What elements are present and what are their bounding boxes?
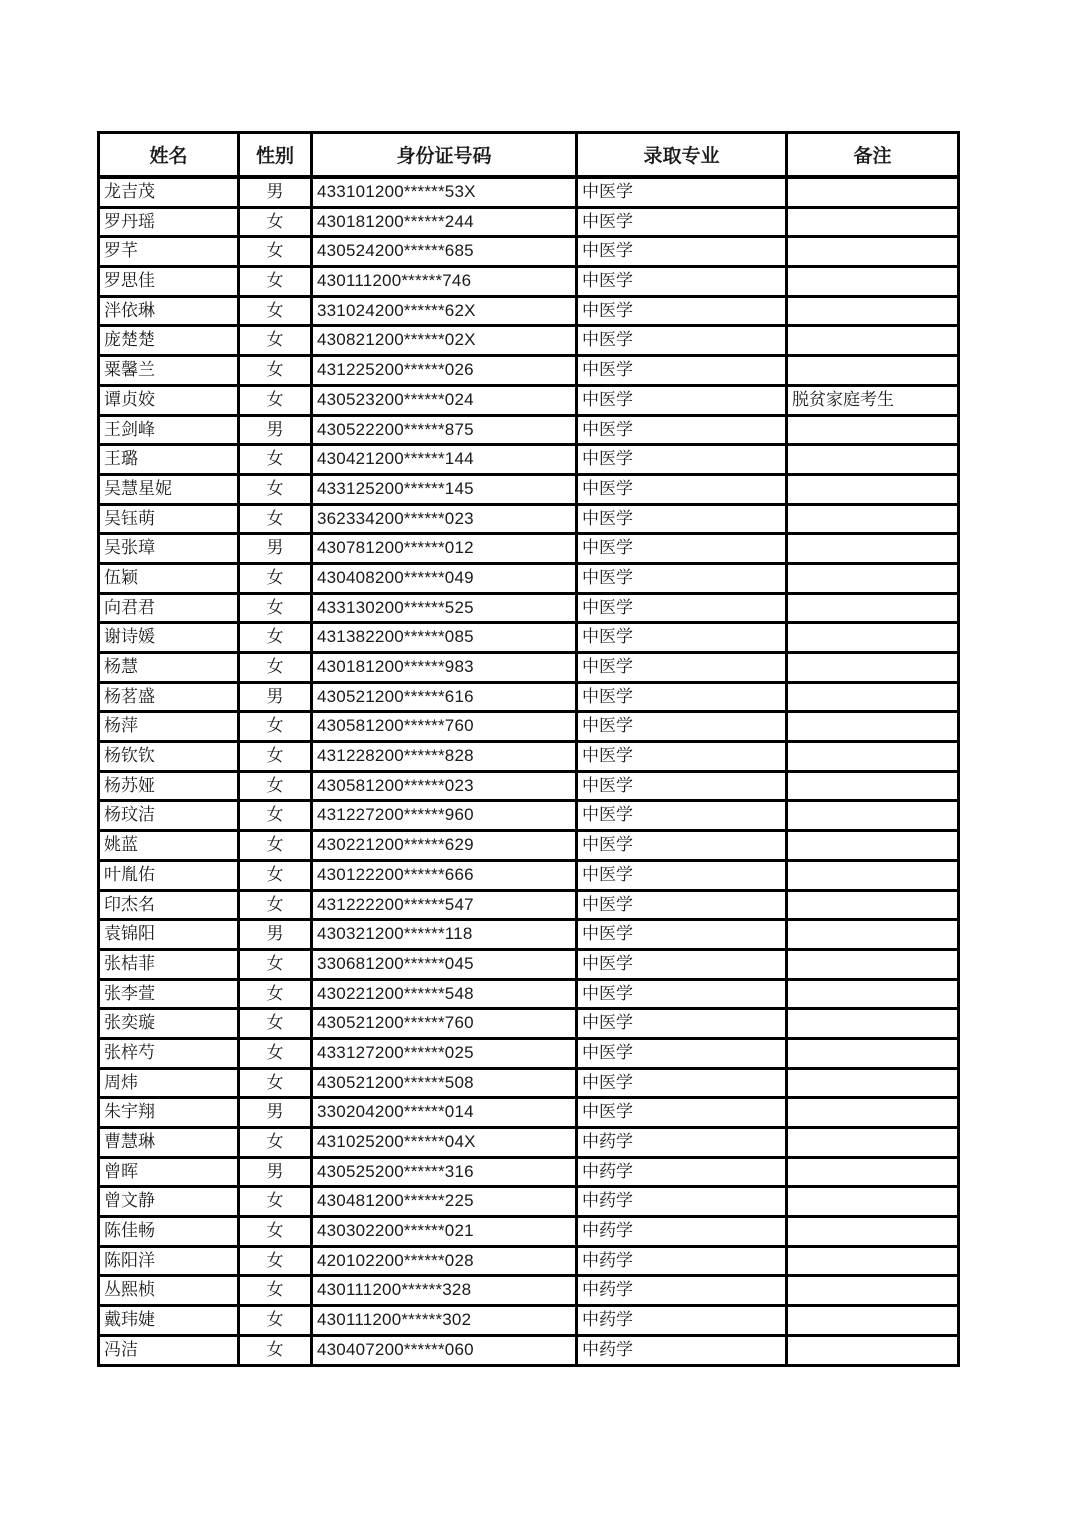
table-row	[99, 385, 959, 415]
gender-cell: 女	[239, 326, 312, 356]
id-cell: 430408200******049	[312, 563, 577, 593]
major-cell: 中医学	[577, 474, 787, 504]
table-row	[99, 1217, 959, 1247]
table-row	[99, 296, 959, 326]
major-cell: 中药学	[577, 1217, 787, 1247]
remark-cell: 脱贫家庭考生	[787, 385, 959, 415]
table-row	[99, 1098, 959, 1128]
major-cell: 中医学	[577, 801, 787, 831]
header-remark: 备注	[787, 133, 959, 178]
major-cell: 中医学	[577, 593, 787, 623]
name-cell: 张李萱	[99, 979, 239, 1009]
major-cell: 中医学	[577, 504, 787, 534]
table-row	[99, 356, 959, 386]
id-cell: 430122200******666	[312, 860, 577, 890]
major-cell: 中医学	[577, 653, 787, 683]
name-cell: 丛熙桢	[99, 1276, 239, 1306]
remark-cell	[787, 1246, 959, 1276]
table-row	[99, 801, 959, 831]
table-row	[99, 474, 959, 504]
name-cell: 王璐	[99, 445, 239, 475]
remark-cell	[787, 949, 959, 979]
major-cell: 中医学	[577, 1009, 787, 1039]
table-row	[99, 1276, 959, 1306]
major-cell: 中药学	[577, 1187, 787, 1217]
remark-cell	[787, 326, 959, 356]
name-cell: 周炜	[99, 1068, 239, 1098]
id-cell: 430221200******629	[312, 831, 577, 861]
major-cell: 中医学	[577, 207, 787, 237]
id-cell: 431382200******085	[312, 623, 577, 653]
name-cell: 曾晖	[99, 1157, 239, 1187]
id-cell: 430181200******983	[312, 653, 577, 683]
id-cell: 430523200******024	[312, 385, 577, 415]
major-cell: 中医学	[577, 415, 787, 445]
major-cell: 中医学	[577, 1068, 787, 1098]
table-row	[99, 1128, 959, 1158]
remark-cell	[787, 1276, 959, 1306]
gender-cell: 女	[239, 1187, 312, 1217]
remark-cell	[787, 1217, 959, 1247]
header-row	[99, 133, 959, 178]
table-row	[99, 237, 959, 267]
table-row	[99, 979, 959, 1009]
major-cell: 中药学	[577, 1128, 787, 1158]
id-cell: 330204200******014	[312, 1098, 577, 1128]
major-cell: 中药学	[577, 1276, 787, 1306]
major-cell: 中医学	[577, 1098, 787, 1128]
id-cell: 430111200******328	[312, 1276, 577, 1306]
remark-cell	[787, 920, 959, 950]
major-cell: 中医学	[577, 445, 787, 475]
remark-cell	[787, 356, 959, 386]
id-cell: 430821200******02X	[312, 326, 577, 356]
major-cell: 中药学	[577, 1335, 787, 1365]
gender-cell: 女	[239, 623, 312, 653]
id-cell: 362334200******023	[312, 504, 577, 534]
major-cell: 中医学	[577, 979, 787, 1009]
gender-cell: 男	[239, 920, 312, 950]
remark-cell	[787, 1187, 959, 1217]
remark-cell	[787, 831, 959, 861]
header-gender: 性别	[239, 133, 312, 178]
gender-cell: 女	[239, 593, 312, 623]
major-cell: 中医学	[577, 890, 787, 920]
id-cell: 431228200******828	[312, 742, 577, 772]
gender-cell: 女	[239, 356, 312, 386]
gender-cell: 男	[239, 1098, 312, 1128]
remark-cell	[787, 1009, 959, 1039]
major-cell: 中医学	[577, 771, 787, 801]
gender-cell: 女	[239, 563, 312, 593]
remark-cell	[787, 474, 959, 504]
header-name: 姓名	[99, 133, 239, 178]
table-row	[99, 949, 959, 979]
name-cell: 泮依琳	[99, 296, 239, 326]
gender-cell: 女	[239, 712, 312, 742]
remark-cell	[787, 682, 959, 712]
gender-cell: 男	[239, 1157, 312, 1187]
gender-cell: 女	[239, 445, 312, 475]
remark-cell	[787, 890, 959, 920]
major-cell: 中医学	[577, 237, 787, 267]
id-cell: 430521200******508	[312, 1068, 577, 1098]
id-cell: 420102200******028	[312, 1246, 577, 1276]
remark-cell	[787, 207, 959, 237]
gender-cell: 男	[239, 177, 312, 207]
id-cell: 430221200******548	[312, 979, 577, 1009]
id-cell: 430522200******875	[312, 415, 577, 445]
name-cell: 叶胤佑	[99, 860, 239, 890]
table-row	[99, 623, 959, 653]
major-cell: 中医学	[577, 682, 787, 712]
gender-cell: 女	[239, 385, 312, 415]
remark-cell	[787, 563, 959, 593]
table-row	[99, 415, 959, 445]
name-cell: 曾文静	[99, 1187, 239, 1217]
major-cell: 中医学	[577, 385, 787, 415]
remark-cell	[787, 623, 959, 653]
table-row	[99, 1157, 959, 1187]
name-cell: 谭贞姣	[99, 385, 239, 415]
gender-cell: 男	[239, 534, 312, 564]
gender-cell: 女	[239, 949, 312, 979]
name-cell: 向君君	[99, 593, 239, 623]
name-cell: 谢诗媛	[99, 623, 239, 653]
name-cell: 戴玮婕	[99, 1306, 239, 1336]
major-cell: 中医学	[577, 563, 787, 593]
remark-cell	[787, 860, 959, 890]
table-row	[99, 920, 959, 950]
table-row	[99, 207, 959, 237]
gender-cell: 女	[239, 1038, 312, 1068]
id-cell: 430111200******746	[312, 267, 577, 297]
gender-cell: 女	[239, 831, 312, 861]
remark-cell	[787, 237, 959, 267]
name-cell: 吴慧星妮	[99, 474, 239, 504]
table-row	[99, 1306, 959, 1336]
name-cell: 姚蓝	[99, 831, 239, 861]
major-cell: 中医学	[577, 177, 787, 207]
name-cell: 印杰名	[99, 890, 239, 920]
id-cell: 331024200******62X	[312, 296, 577, 326]
remark-cell	[787, 771, 959, 801]
id-cell: 433101200******53X	[312, 177, 577, 207]
id-cell: 430521200******760	[312, 1009, 577, 1039]
id-cell: 430321200******118	[312, 920, 577, 950]
id-cell: 430481200******225	[312, 1187, 577, 1217]
table-row	[99, 267, 959, 297]
id-cell: 430781200******012	[312, 534, 577, 564]
id-cell: 433130200******525	[312, 593, 577, 623]
gender-cell: 女	[239, 653, 312, 683]
remark-cell	[787, 801, 959, 831]
gender-cell: 女	[239, 207, 312, 237]
remark-cell	[787, 296, 959, 326]
remark-cell	[787, 1128, 959, 1158]
id-cell: 431025200******04X	[312, 1128, 577, 1158]
name-cell: 吴张璋	[99, 534, 239, 564]
remark-cell	[787, 445, 959, 475]
name-cell: 杨钦钦	[99, 742, 239, 772]
major-cell: 中医学	[577, 742, 787, 772]
id-cell: 430521200******616	[312, 682, 577, 712]
major-cell: 中医学	[577, 267, 787, 297]
name-cell: 罗丹瑶	[99, 207, 239, 237]
remark-cell	[787, 742, 959, 772]
table-row	[99, 831, 959, 861]
gender-cell: 女	[239, 1246, 312, 1276]
table-row	[99, 742, 959, 772]
gender-cell: 女	[239, 1306, 312, 1336]
gender-cell: 女	[239, 1276, 312, 1306]
major-cell: 中药学	[577, 1246, 787, 1276]
name-cell: 粟馨兰	[99, 356, 239, 386]
gender-cell: 男	[239, 415, 312, 445]
name-cell: 陈佳畅	[99, 1217, 239, 1247]
table-row	[99, 1187, 959, 1217]
name-cell: 张桔菲	[99, 949, 239, 979]
table-row	[99, 771, 959, 801]
gender-cell: 女	[239, 296, 312, 326]
major-cell: 中医学	[577, 326, 787, 356]
gender-cell: 男	[239, 682, 312, 712]
name-cell: 龙吉茂	[99, 177, 239, 207]
id-cell: 433125200******145	[312, 474, 577, 504]
id-cell: 430181200******244	[312, 207, 577, 237]
gender-cell: 女	[239, 267, 312, 297]
remark-cell	[787, 979, 959, 1009]
table-row	[99, 326, 959, 356]
id-cell: 430302200******021	[312, 1217, 577, 1247]
table-header	[99, 133, 959, 178]
gender-cell: 女	[239, 474, 312, 504]
id-cell: 430525200******316	[312, 1157, 577, 1187]
id-cell: 431227200******960	[312, 801, 577, 831]
name-cell: 罗芊	[99, 237, 239, 267]
gender-cell: 女	[239, 801, 312, 831]
gender-cell: 女	[239, 1335, 312, 1365]
remark-cell	[787, 1038, 959, 1068]
gender-cell: 女	[239, 1068, 312, 1098]
major-cell: 中医学	[577, 712, 787, 742]
id-cell: 430581200******023	[312, 771, 577, 801]
id-cell: 430524200******685	[312, 237, 577, 267]
major-cell: 中药学	[577, 1157, 787, 1187]
id-cell: 431225200******026	[312, 356, 577, 386]
remark-cell	[787, 1157, 959, 1187]
gender-cell: 女	[239, 1128, 312, 1158]
table-row	[99, 1068, 959, 1098]
name-cell: 杨玟洁	[99, 801, 239, 831]
major-cell: 中医学	[577, 860, 787, 890]
name-cell: 朱宇翔	[99, 1098, 239, 1128]
major-cell: 中医学	[577, 1038, 787, 1068]
name-cell: 袁锦阳	[99, 920, 239, 950]
remark-cell	[787, 267, 959, 297]
table-row	[99, 682, 959, 712]
table-row	[99, 534, 959, 564]
name-cell: 张梓芍	[99, 1038, 239, 1068]
major-cell: 中医学	[577, 296, 787, 326]
name-cell: 冯洁	[99, 1335, 239, 1365]
table-body	[99, 177, 959, 1365]
gender-cell: 女	[239, 860, 312, 890]
gender-cell: 女	[239, 1217, 312, 1247]
id-cell: 433127200******025	[312, 1038, 577, 1068]
remark-cell	[787, 1306, 959, 1336]
table-row	[99, 177, 959, 207]
name-cell: 杨萍	[99, 712, 239, 742]
table-row	[99, 1335, 959, 1365]
major-cell: 中医学	[577, 534, 787, 564]
remark-cell	[787, 177, 959, 207]
id-cell: 430581200******760	[312, 712, 577, 742]
remark-cell	[787, 534, 959, 564]
major-cell: 中医学	[577, 949, 787, 979]
name-cell: 曹慧琳	[99, 1128, 239, 1158]
name-cell: 庞楚楚	[99, 326, 239, 356]
gender-cell: 女	[239, 1009, 312, 1039]
major-cell: 中医学	[577, 920, 787, 950]
remark-cell	[787, 1098, 959, 1128]
table-row	[99, 1246, 959, 1276]
remark-cell	[787, 415, 959, 445]
table-row	[99, 653, 959, 683]
name-cell: 张奕璇	[99, 1009, 239, 1039]
table-row	[99, 712, 959, 742]
gender-cell: 女	[239, 742, 312, 772]
remark-cell	[787, 653, 959, 683]
remark-cell	[787, 1068, 959, 1098]
major-cell: 中医学	[577, 356, 787, 386]
name-cell: 吴钰萌	[99, 504, 239, 534]
table-row	[99, 504, 959, 534]
table-row	[99, 563, 959, 593]
table-row	[99, 890, 959, 920]
table-row	[99, 445, 959, 475]
remark-cell	[787, 504, 959, 534]
gender-cell: 女	[239, 771, 312, 801]
remark-cell	[787, 593, 959, 623]
admission-roster-table	[97, 131, 960, 1367]
major-cell: 中医学	[577, 831, 787, 861]
id-cell: 430421200******144	[312, 445, 577, 475]
major-cell: 中药学	[577, 1306, 787, 1336]
table-row	[99, 1009, 959, 1039]
table-row	[99, 860, 959, 890]
id-cell: 330681200******045	[312, 949, 577, 979]
remark-cell	[787, 1335, 959, 1365]
remark-cell	[787, 712, 959, 742]
gender-cell: 女	[239, 504, 312, 534]
name-cell: 罗思佳	[99, 267, 239, 297]
major-cell: 中医学	[577, 623, 787, 653]
name-cell: 陈阳洋	[99, 1246, 239, 1276]
name-cell: 杨慧	[99, 653, 239, 683]
header-id: 身份证号码	[312, 133, 577, 178]
header-major: 录取专业	[577, 133, 787, 178]
gender-cell: 女	[239, 237, 312, 267]
id-cell: 430407200******060	[312, 1335, 577, 1365]
name-cell: 杨茗盛	[99, 682, 239, 712]
name-cell: 伍颖	[99, 563, 239, 593]
table-row	[99, 1038, 959, 1068]
table-row	[99, 593, 959, 623]
id-cell: 430111200******302	[312, 1306, 577, 1336]
name-cell: 杨苏娅	[99, 771, 239, 801]
id-cell: 431222200******547	[312, 890, 577, 920]
name-cell: 王剑峰	[99, 415, 239, 445]
gender-cell: 女	[239, 979, 312, 1009]
gender-cell: 女	[239, 890, 312, 920]
